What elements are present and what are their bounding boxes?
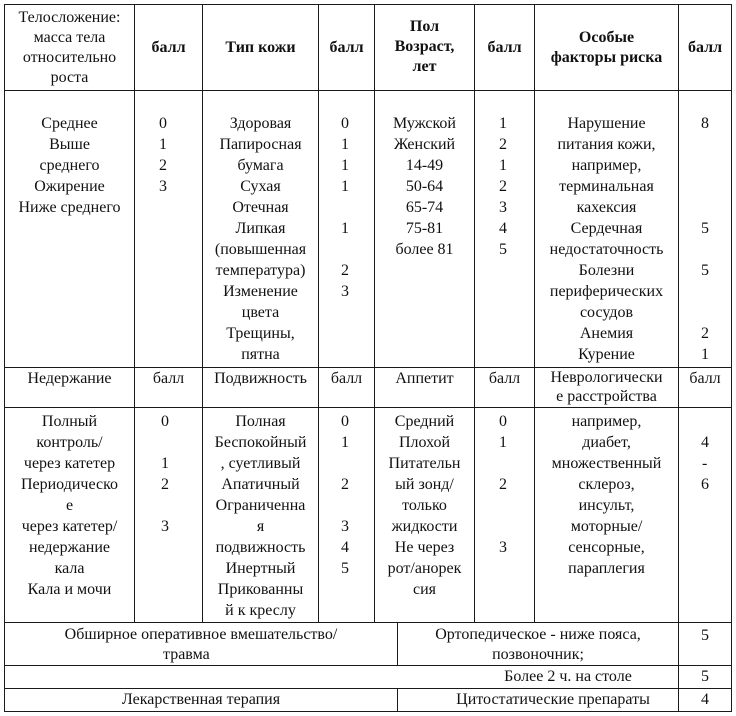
- list-item: 50-64: [405, 178, 444, 195]
- list-item: 65-74: [405, 199, 444, 216]
- score-value: 4: [701, 691, 709, 708]
- list-item: 75-81: [405, 220, 444, 237]
- list-item: Беспокойный: [214, 434, 307, 451]
- list-item: Папиросная: [219, 136, 302, 153]
- list-item: Болезни: [578, 262, 635, 279]
- score-value: 1: [341, 157, 349, 174]
- list-item: недержание: [28, 539, 111, 556]
- list-item: ый зонд/: [395, 476, 454, 493]
- score-value: 2: [341, 262, 349, 279]
- list-item: склероз,: [578, 476, 635, 493]
- list-item: Изменение: [223, 283, 298, 300]
- table-time-label: Более 2 ч. на столе: [504, 668, 632, 685]
- score-value: 1: [499, 157, 507, 174]
- header2-score-3: балл: [488, 370, 521, 387]
- score-value: 1: [341, 178, 349, 195]
- build-items: [5, 113, 134, 218]
- surgery-label: [5, 625, 397, 665]
- header2-score-2: балл: [330, 370, 363, 387]
- score-value: 2: [341, 476, 349, 493]
- list-item: инсульт,: [578, 497, 635, 514]
- rule-bottom: [4, 711, 732, 712]
- score-value: 1: [341, 220, 349, 237]
- rule-top: [4, 4, 732, 5]
- rule-bottom-score: [678, 622, 679, 711]
- header-appetite: Аппетит: [395, 370, 454, 387]
- sexage-scores: [499, 113, 529, 260]
- score-value: 2: [159, 157, 167, 174]
- list-item: Не через: [394, 539, 455, 556]
- list-item: , суетливый: [220, 455, 301, 472]
- neuro-items: [535, 411, 678, 579]
- score-value: 1: [499, 115, 507, 132]
- score-value: 3: [161, 518, 169, 535]
- header-neuro-line: е расстройства: [556, 388, 657, 405]
- list-item: моторные/: [570, 518, 643, 535]
- list-item: параплегия: [568, 560, 645, 577]
- list-item: Анемия: [579, 325, 634, 342]
- list-item: сия: [412, 581, 437, 598]
- list-item: Трещины,: [226, 325, 295, 342]
- score-value: 0: [341, 115, 349, 132]
- list-item: Липкая: [235, 220, 286, 237]
- score-value: 3: [341, 283, 349, 300]
- score-value: 1: [161, 455, 169, 472]
- score-value: 6: [701, 476, 709, 493]
- score-value: 5: [701, 627, 709, 644]
- ortho-line: Ортопедическое - ниже пояса,: [435, 626, 641, 643]
- list-item: Апатичный: [221, 476, 300, 493]
- score-value: 1: [341, 434, 349, 451]
- list-item: например,: [571, 413, 642, 430]
- score-value: 2: [499, 178, 507, 195]
- list-item: контроль/: [36, 434, 103, 451]
- list-item: сенсорные,: [568, 539, 645, 556]
- score-value: 1: [159, 136, 167, 153]
- header-build: [5, 8, 134, 88]
- list-item: кала: [54, 560, 85, 577]
- list-item: через катетер: [23, 455, 116, 472]
- list-item: Инертный: [225, 560, 296, 577]
- header-build-line: относительно: [22, 49, 117, 66]
- list-item: подвижность: [215, 539, 306, 556]
- header-risk-line: факторы риска: [550, 49, 663, 66]
- risk-items: [535, 113, 678, 365]
- rule-left: [4, 4, 5, 711]
- appetite-items: [375, 411, 474, 600]
- drug-therapy-label: Лекарственная терапия: [121, 691, 281, 708]
- list-item: множественный: [551, 455, 662, 472]
- score-value: 2: [499, 136, 507, 153]
- list-item: Средний: [394, 413, 455, 430]
- header2-score-4: балл: [689, 370, 721, 387]
- build-scores: [159, 113, 189, 197]
- list-item: Нарушение: [567, 115, 646, 132]
- header-sex-age: [375, 17, 474, 77]
- list-item: Плохой: [398, 434, 451, 451]
- list-item: я: [256, 518, 265, 535]
- header-neuro-line: Неврологически: [550, 369, 663, 386]
- header-sex-age-line: Пол: [409, 18, 440, 35]
- header2-score-1: балл: [152, 370, 185, 387]
- header-build-line: масса тела: [33, 29, 106, 46]
- rule-right: [731, 4, 732, 711]
- header-risk: [535, 28, 678, 68]
- header-neuro: [535, 368, 678, 406]
- score-value: -: [702, 455, 708, 472]
- score-value: 0: [161, 413, 169, 430]
- list-item: Курение: [578, 346, 635, 363]
- header-score-1: балл: [151, 39, 186, 56]
- list-item: Здоровая: [229, 115, 292, 132]
- list-item: Мужской: [392, 115, 456, 132]
- list-item: диабет,: [582, 434, 631, 451]
- score-value: 3: [499, 199, 507, 216]
- score-value: 3: [159, 178, 167, 195]
- list-item: рот/анорек: [387, 560, 462, 577]
- list-item: Среднее: [41, 115, 98, 132]
- header-mobility: Подвижность: [214, 370, 307, 387]
- score-value: 3: [499, 539, 507, 556]
- list-item: Выше: [49, 136, 90, 153]
- header-score-2: балл: [329, 39, 364, 56]
- list-item: например,: [571, 157, 642, 174]
- header-incontinence: Недержание: [27, 370, 112, 387]
- list-item: й к креслу: [225, 602, 296, 619]
- score-value: 2: [701, 325, 709, 342]
- skin-items: [203, 113, 318, 365]
- list-item: температура): [215, 262, 306, 279]
- header-risk-line: Особые: [578, 29, 635, 46]
- score-value: 0: [341, 413, 349, 430]
- mobility-items: [203, 411, 318, 621]
- rule-header-bottom: [4, 90, 732, 91]
- list-item: Ниже среднего: [18, 199, 121, 216]
- list-item: Женский: [393, 136, 456, 153]
- header-build-line: Телосложение:: [18, 9, 121, 26]
- score-value: 5: [341, 560, 349, 577]
- score-value: 1: [341, 136, 349, 153]
- score-value: 5: [701, 668, 709, 685]
- score-value: 0: [159, 115, 167, 132]
- list-item: пятна: [241, 346, 280, 363]
- score-value: 3: [341, 518, 349, 535]
- score-value: 2: [499, 476, 507, 493]
- list-item: Периодическо: [20, 476, 119, 493]
- list-item: Питательн: [388, 455, 461, 472]
- list-item: Полная: [235, 413, 286, 430]
- score-value: 4: [499, 220, 507, 237]
- list-item: только: [402, 497, 447, 514]
- score-value: 4: [341, 539, 349, 556]
- header-score-4: балл: [687, 39, 723, 56]
- list-item: кахексия: [576, 199, 637, 216]
- rule-section2-bottom: [4, 622, 732, 623]
- score-value: 1: [701, 346, 709, 363]
- list-item: сосудов: [579, 304, 634, 321]
- list-item: через катетер/: [21, 518, 118, 535]
- score-value: 5: [499, 241, 507, 258]
- list-item: Кала и мочи: [27, 581, 112, 598]
- rule-col3: [318, 4, 319, 622]
- list-item: питания кожи,: [557, 136, 656, 153]
- surgery-line: травма: [163, 646, 210, 663]
- header-score-3: балл: [487, 39, 522, 56]
- list-item: цвета: [241, 304, 280, 321]
- incontinence-items: [5, 411, 134, 600]
- list-item: Сердечная: [570, 220, 643, 237]
- list-item: недостаточность: [549, 241, 664, 258]
- rule-col7: [678, 4, 679, 622]
- rule-header2-bottom: [4, 407, 732, 408]
- list-item: 14-49: [405, 157, 444, 174]
- rule-col1: [134, 4, 135, 622]
- rule-col5: [474, 4, 475, 622]
- list-item: (повышенная: [214, 241, 307, 258]
- score-value: 4: [701, 434, 709, 451]
- header-skin: Тип кожи: [225, 39, 296, 56]
- list-item: среднего: [39, 157, 100, 174]
- list-item: Прикованны: [217, 581, 304, 598]
- score-value: 8: [701, 115, 709, 132]
- score-value: 5: [701, 262, 709, 279]
- score-value: 2: [161, 476, 169, 493]
- list-item: Полный: [41, 413, 98, 430]
- header-build-line: роста: [50, 69, 89, 86]
- list-item: жидкости: [391, 518, 458, 535]
- score-value: 0: [499, 413, 507, 430]
- ortho-label: [398, 625, 678, 665]
- list-item: е: [65, 497, 74, 514]
- list-item: бумага: [237, 157, 284, 174]
- list-item: Отечная: [232, 199, 289, 216]
- header-sex-age-line: Возраст,: [394, 38, 455, 55]
- list-item: Сухая: [240, 178, 281, 195]
- list-item: периферических: [549, 283, 664, 300]
- list-item: терминальная: [559, 178, 654, 195]
- ortho-line: позвоночник;: [492, 646, 584, 663]
- cytostatic-label: Цитостатические препараты: [456, 691, 650, 708]
- header-sex-age-line: лет: [412, 58, 437, 75]
- score-value: 5: [701, 220, 709, 237]
- list-item: Ограниченна: [215, 497, 306, 514]
- surgery-line: Обширное оперативное вмешательство/: [64, 626, 338, 643]
- score-value: 1: [499, 434, 507, 451]
- sexage-items: [375, 113, 474, 260]
- list-item: более 81: [395, 241, 454, 258]
- list-item: Ожирение: [34, 178, 105, 195]
